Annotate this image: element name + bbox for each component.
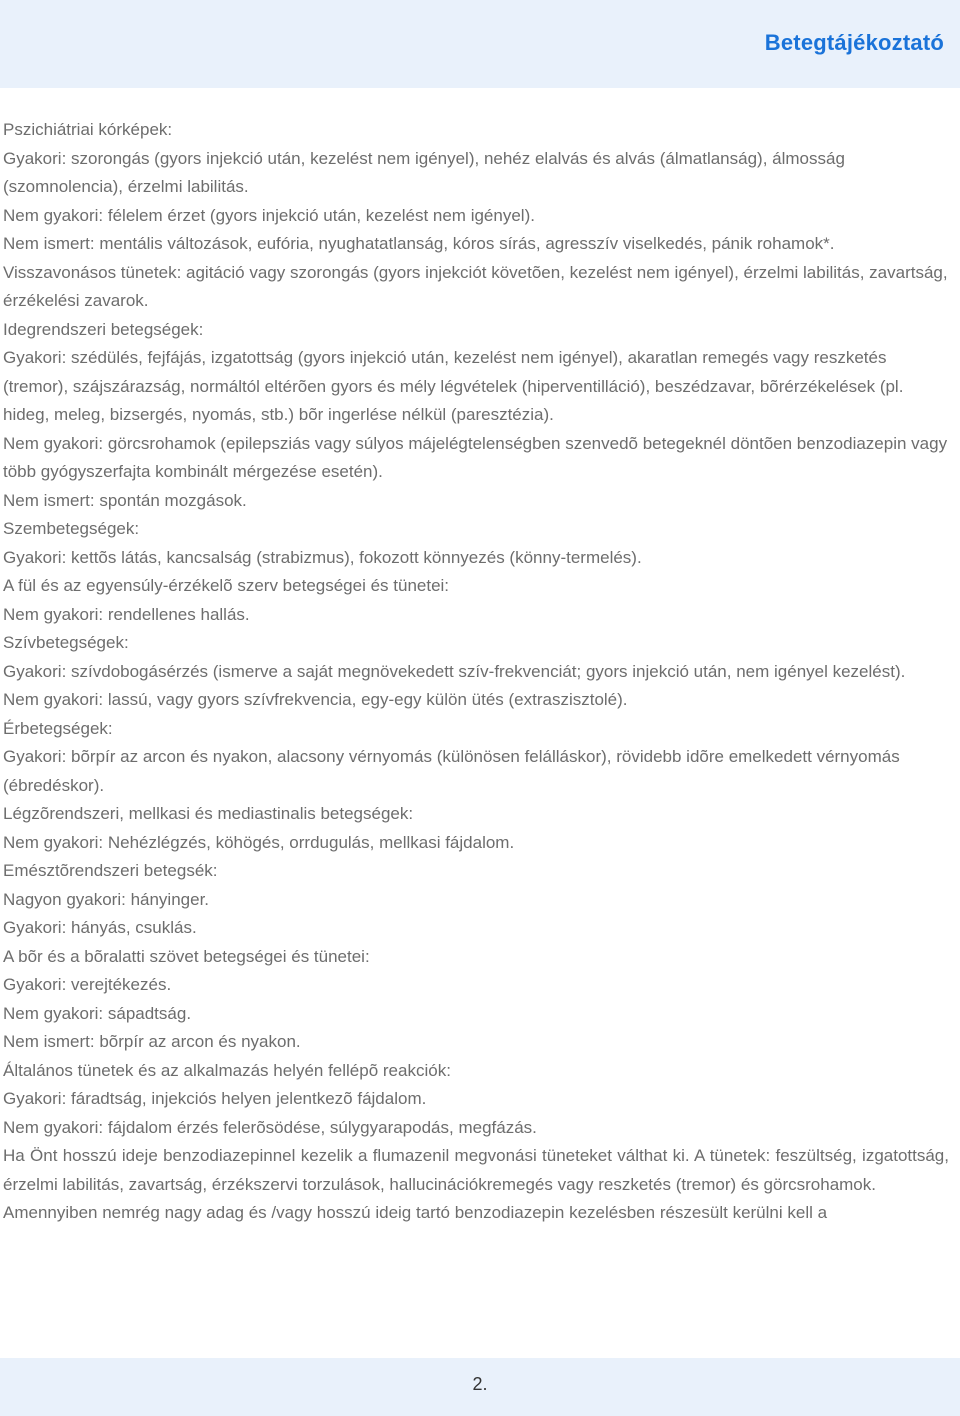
section-heading: A bõr és a bõralatti szövet betegségei és tünetei: [3,946,370,966]
section-heading: Légzõrendszeri, mellkasi és mediastinalis betegségek: [3,804,414,823]
section-heading: Pszichiátriai kórképek: [3,120,173,139]
section-heading: Szembetegségek: [3,519,140,538]
section-heading: Érbetegségek: [3,718,113,738]
body-paragraph: Gyakori: szédülés, fejfájás, izgatottság (gyors injekció után, kezelést nem igényel), akaratlan remegés vagy reszketés (tremor), szájszárazság, normáltól eltérõen gyors és mély légvételek (hiperventilláció), beszédzavar, bõrérzékelések (pl. hideg, meleg, bizsergés, nyomás, stb.) bõr ingerlése nélkül (paresztézia). [3,348,904,424]
body-paragraph: Gyakori: verejtékezés. [3,975,172,994]
body-paragraph: Gyakori: szorongás (gyors injekció után, kezelést nem igényel), nehéz elalvás és alvás (álmatlanság), álmosság (szomnolencia), érzelmi labilitás. [3,148,845,196]
body-paragraph: Nem gyakori: félelem érzet (gyors injekció után, kezelést nem igényel). [3,205,535,225]
body-paragraph: Gyakori: kettõs látás, kancsalság (strabizmus), fokozott könnyezés (könny-termelés). [3,547,642,567]
body-paragraph: Nem ismert: spontán mozgások. [3,490,247,510]
section-heading: A fül és az egyensúly-érzékelõ szerv betegségei és tünetei: [3,576,450,595]
body-paragraph: Nem gyakori: lassú, vagy gyors szívfrekvencia, egy-egy külön ütés (extraszisztolé). [3,690,628,709]
section-heading: Emésztõrendszeri betegsék: [3,861,218,880]
body-paragraph: Nem gyakori: görcsrohamok (epilepsziás vagy súlyos májelégtelenségben szenvedõ betegeknél döntõen benzodiazepin vagy több gyógyszerfajta kombinált mérgezése esetén). [3,433,948,481]
body-paragraph: Gyakori: szívdobogásérzés (ismerve a saját megnövekedett szív-frekvenciát; gyors injekció után, nem igényel kezelést). [3,661,906,681]
body-paragraph: Amennyiben nemrég nagy adag és /vagy hosszú ideig tartó benzodiazepin kezelésben részesült kerülni kell a [3,1203,828,1222]
section-heading: Általános tünetek és az alkalmazás helyén fellépõ reakciók: [3,1060,451,1080]
header-band [0,0,960,88]
body-paragraph: Ha Önt hosszú ideje benzodiazepinnel kezelik a flumazenil megvonási tüneteket válthat ki. A tünetek: feszültség, izgatottság, érzelmi labilitás, zavartság, érzékszervi torzulások, hallucinációkremegés vagy reszketés (tremor) és görcsrohamok. [3,1146,949,1194]
document-body [3,116,949,1228]
section-heading: Idegrendszeri betegségek: [3,319,204,339]
document-title: Betegtájékoztató [764,30,944,55]
section-heading: Szívbetegségek: [3,633,129,652]
body-paragraph: Gyakori: hányás, csuklás. [3,918,197,937]
body-paragraph: Nem gyakori: Nehézlégzés, köhögés, orrdugulás, mellkasi fájdalom. [3,832,515,852]
body-paragraph: Gyakori: fáradtság, injekciós helyen jelentkezõ fájdalom. [3,1089,427,1108]
body-paragraph: Nem gyakori: fájdalom érzés felerõsödése, súlygyarapodás, megfázás. [3,1117,537,1137]
body-paragraph: Visszavonásos tünetek: agitáció vagy szorongás (gyors injekciót követõen, kezelést nem igényel), érzelmi labilitás, zavartság, érzékelési zavarok. [3,262,948,310]
body-paragraph: Nem gyakori: rendellenes hallás. [3,604,250,624]
footer-band [0,1358,960,1416]
body-paragraph: Nem ismert: mentális változások, eufória, nyughatatlanság, kóros sírás, agresszív viselkedés, pánik rohamok*. [3,234,835,253]
body-paragraph: Nagyon gyakori: hányinger. [3,889,210,909]
body-paragraph: Nem ismert: bõrpír az arcon és nyakon. [3,1032,301,1051]
body-paragraph: Gyakori: bõrpír az arcon és nyakon, alacsony vérnyomás (különösen felálláskor), rövidebb idõre emelkedett vérnyomás (ébredéskor). [3,747,900,795]
body-paragraph: Nem gyakori: sápadtság. [3,1003,192,1023]
page-number: 2. [472,1374,488,1394]
